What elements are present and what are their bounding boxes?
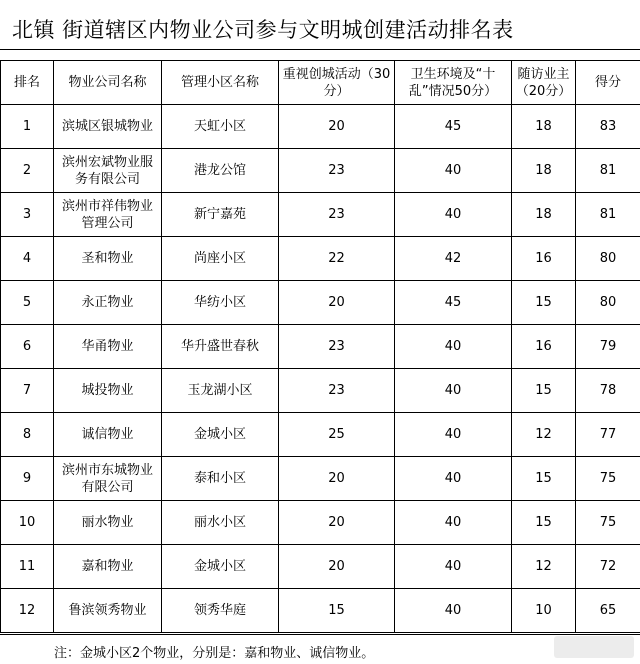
rank-cell: 9: [1, 457, 54, 501]
table-row: [1, 325, 640, 369]
community-cell: 金城小区: [162, 413, 279, 457]
activity-cell: 23: [279, 369, 395, 413]
company-cell: 永正物业: [54, 281, 162, 325]
activity-cell: 23: [279, 149, 395, 193]
total-cell: 79: [576, 325, 640, 369]
hygiene-cell: 45: [395, 105, 512, 149]
community-cell: 领秀华庭: [162, 589, 279, 633]
footnote-bar: [0, 634, 640, 664]
rank-cell: 4: [1, 237, 54, 281]
total-cell: 77: [576, 413, 640, 457]
rank-cell: 2: [1, 149, 54, 193]
header-rank: 排名: [1, 61, 54, 105]
community-cell: 华升盛世春秋: [162, 325, 279, 369]
company-cell: 嘉和物业: [54, 545, 162, 589]
company-cell: 滨州市祥伟物业管理公司: [54, 193, 162, 237]
total-cell: 65: [576, 589, 640, 633]
community-cell: 天虹小区: [162, 105, 279, 149]
table-row: [1, 413, 640, 457]
hygiene-cell: 40: [395, 545, 512, 589]
community-cell: 华纺小区: [162, 281, 279, 325]
rank-cell: 3: [1, 193, 54, 237]
hygiene-cell: 40: [395, 325, 512, 369]
total-cell: 81: [576, 149, 640, 193]
company-cell: 诚信物业: [54, 413, 162, 457]
activity-cell: 22: [279, 237, 395, 281]
total-cell: 80: [576, 237, 640, 281]
hygiene-cell: 40: [395, 457, 512, 501]
activity-cell: 20: [279, 281, 395, 325]
community-cell: 玉龙湖小区: [162, 369, 279, 413]
table-row: [1, 281, 640, 325]
community-cell: 丽水小区: [162, 501, 279, 545]
title-bar: [0, 0, 640, 50]
company-cell: 城投物业: [54, 369, 162, 413]
activity-cell: 20: [279, 501, 395, 545]
visit-cell: 15: [512, 281, 576, 325]
watermark-logo: [554, 636, 634, 658]
rank-cell: 10: [1, 501, 54, 545]
footnote: 注：金城小区2个物业，分别是：嘉和物业、诚信物业。: [54, 646, 375, 661]
header-total-score: 得分: [576, 61, 640, 105]
table-row: [1, 589, 640, 633]
rank-cell: 5: [1, 281, 54, 325]
total-cell: 75: [576, 457, 640, 501]
total-cell: 81: [576, 193, 640, 237]
rank-cell: 12: [1, 589, 54, 633]
visit-cell: 15: [512, 501, 576, 545]
table-row: [1, 369, 640, 413]
header-community: 管理小区名称: [162, 61, 279, 105]
header-row: [1, 61, 640, 105]
visit-cell: 15: [512, 369, 576, 413]
table-row: [1, 545, 640, 589]
activity-cell: 23: [279, 325, 395, 369]
visit-cell: 16: [512, 237, 576, 281]
activity-cell: 15: [279, 589, 395, 633]
visit-cell: 16: [512, 325, 576, 369]
hygiene-cell: 40: [395, 193, 512, 237]
hygiene-cell: 40: [395, 501, 512, 545]
header-company: 物业公司名称: [54, 61, 162, 105]
visit-cell: 12: [512, 545, 576, 589]
header-hygiene-score: 卫生环境及“十乱”情况50分）: [395, 61, 512, 105]
hygiene-cell: 45: [395, 281, 512, 325]
hygiene-cell: 40: [395, 589, 512, 633]
visit-cell: 15: [512, 457, 576, 501]
community-cell: 港龙公馆: [162, 149, 279, 193]
total-cell: 72: [576, 545, 640, 589]
company-cell: 华甬物业: [54, 325, 162, 369]
hygiene-cell: 40: [395, 369, 512, 413]
hygiene-cell: 40: [395, 413, 512, 457]
table-row: [1, 501, 640, 545]
activity-cell: 20: [279, 545, 395, 589]
visit-cell: 18: [512, 193, 576, 237]
community-cell: 金城小区: [162, 545, 279, 589]
total-cell: 78: [576, 369, 640, 413]
table-row: [1, 105, 640, 149]
rank-cell: 1: [1, 105, 54, 149]
rank-cell: 6: [1, 325, 54, 369]
community-cell: 尚座小区: [162, 237, 279, 281]
company-cell: 滨州市东城物业有限公司: [54, 457, 162, 501]
company-cell: 圣和物业: [54, 237, 162, 281]
company-cell: 滨城区银城物业: [54, 105, 162, 149]
rank-cell: 7: [1, 369, 54, 413]
header-activity-score: 重视创城活动（30分）: [279, 61, 395, 105]
company-cell: 滨州宏斌物业服务有限公司: [54, 149, 162, 193]
hygiene-cell: 40: [395, 149, 512, 193]
community-cell: 新宁嘉苑: [162, 193, 279, 237]
table-row: [1, 457, 640, 501]
activity-cell: 23: [279, 193, 395, 237]
table-row: [1, 149, 640, 193]
table-row: [1, 237, 640, 281]
activity-cell: 25: [279, 413, 395, 457]
header-visit-score: 随访业主（20分）: [512, 61, 576, 105]
activity-cell: 20: [279, 457, 395, 501]
rank-cell: 8: [1, 413, 54, 457]
total-cell: 75: [576, 501, 640, 545]
rank-cell: 11: [1, 545, 54, 589]
total-cell: 80: [576, 281, 640, 325]
community-cell: 泰和小区: [162, 457, 279, 501]
ranking-table: [0, 60, 640, 633]
company-cell: 丽水物业: [54, 501, 162, 545]
hygiene-cell: 42: [395, 237, 512, 281]
visit-cell: 18: [512, 149, 576, 193]
visit-cell: 12: [512, 413, 576, 457]
activity-cell: 20: [279, 105, 395, 149]
visit-cell: 10: [512, 589, 576, 633]
company-cell: 鲁滨领秀物业: [54, 589, 162, 633]
visit-cell: 18: [512, 105, 576, 149]
table-row: [1, 193, 640, 237]
total-cell: 83: [576, 105, 640, 149]
page-title: 北镇 街道辖区内物业公司参与文明城创建活动排名表: [12, 18, 514, 42]
